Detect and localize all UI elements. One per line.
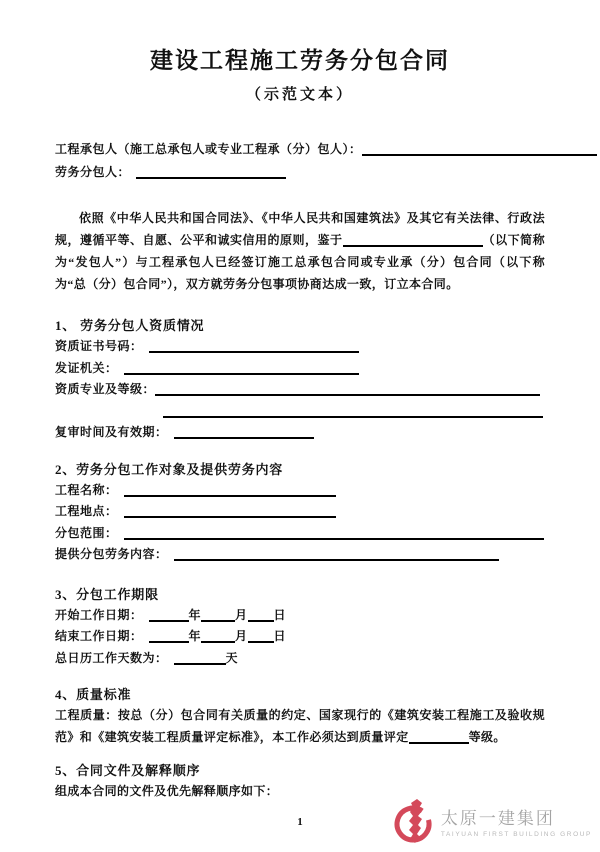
start-date-line xyxy=(55,605,545,627)
specialty-line xyxy=(55,379,545,401)
review-blank-field xyxy=(174,425,314,439)
quality-paragraph xyxy=(55,705,545,748)
section3-heading: 3、分包工作期限 xyxy=(55,586,159,602)
project-name-label: 工程名称： xyxy=(55,482,118,497)
project-location-label: 工程地点： xyxy=(55,504,118,518)
section-qualification xyxy=(55,316,545,444)
cert-no-blank-field xyxy=(149,339,359,353)
page-number: 1 xyxy=(297,816,303,828)
subcontractor-label: 劳务分包人： xyxy=(55,165,131,179)
section5-heading: 5、合同文件及解释顺序 xyxy=(55,763,201,778)
preamble-paragraph xyxy=(55,207,545,295)
company-logo-text xyxy=(441,804,592,838)
calendar-days-line xyxy=(55,648,545,670)
section-work-scope xyxy=(55,460,545,566)
day-unit: 日 xyxy=(273,607,287,622)
days-unit: 天 xyxy=(225,650,239,665)
document-subtitle: （示范文本） xyxy=(245,87,354,103)
specialty-line-2 xyxy=(55,401,545,423)
end-month-blank-field xyxy=(201,629,235,643)
company-name-cn: 太原一建集团 xyxy=(440,809,555,828)
labor-content-label: 提供分包劳务内容： xyxy=(55,547,168,561)
start-month-blank-field xyxy=(201,608,235,622)
cert-no-label: 资质证书号码： xyxy=(55,339,143,353)
calendar-days-blank-field xyxy=(174,651,226,665)
quality-text-2: 等级。 xyxy=(468,729,506,744)
project-location-blank-field xyxy=(124,504,336,518)
start-date-label: 开始工作日期： xyxy=(55,607,143,622)
scope-line xyxy=(55,523,545,545)
contractor-name-blank-field xyxy=(362,142,597,156)
month-unit: 月 xyxy=(235,607,248,622)
scope-label: 分包范围： xyxy=(55,525,118,540)
issuer-line xyxy=(55,358,545,380)
year-unit: 年 xyxy=(188,607,202,622)
labor-content-line xyxy=(55,544,545,566)
scope-blank-field xyxy=(124,526,544,540)
section-contract-documents xyxy=(55,761,545,803)
parties-block xyxy=(55,138,545,184)
project-location-line xyxy=(55,501,545,523)
section-quality xyxy=(55,685,545,748)
start-year-blank-field xyxy=(149,608,189,622)
section2-heading: 2、劳务分包工作对象及提供劳务内容 xyxy=(55,461,284,477)
company-logo-icon xyxy=(392,798,434,844)
end-date-line xyxy=(55,626,545,648)
project-name-line xyxy=(55,480,545,502)
employer-name-blank-field xyxy=(343,233,483,247)
day-unit: 日 xyxy=(273,629,287,643)
month-unit: 月 xyxy=(235,629,248,643)
company-name-en: TAIYUAN FIRST BUILDING GROUP xyxy=(440,831,592,838)
quality-grade-blank-field xyxy=(409,730,469,744)
subcontractor-line xyxy=(55,161,545,184)
specialty-label: 资质专业及等级： xyxy=(55,382,156,396)
labor-content-blank-field xyxy=(174,547,499,561)
end-day-blank-field xyxy=(248,629,274,643)
end-year-blank-field xyxy=(149,629,189,643)
contractor-line xyxy=(55,138,545,161)
start-day-blank-field xyxy=(248,608,274,622)
company-logo xyxy=(392,798,592,844)
review-line xyxy=(55,422,545,444)
year-unit: 年 xyxy=(188,629,202,643)
preamble-text-2: （以下简称为“发包人”）与工程承包人已经签订施工总承包合同或专业承（分）包合同（以下称为“总（分）包合同”），双方就劳务分包事项协商达成一致，订立本合同。 xyxy=(55,233,545,291)
contract-documents-text: 组成本合同的文件及优先解释顺序如下： xyxy=(55,784,279,798)
specialty-blank-field xyxy=(155,382,540,396)
section-duration xyxy=(55,585,545,670)
subcontractor-name-blank-field xyxy=(136,165,286,179)
project-name-blank-field xyxy=(124,483,336,497)
section1-heading: 1、 劳务分包人资质情况 xyxy=(55,318,205,333)
preamble-text-1: 依照《中华人民共和国合同法》、《中华人民共和国建筑法》及其它有关法律、行政法规，遵循平等、自愿、公平和诚实信用的原则，鉴于 xyxy=(55,211,545,247)
cert-no-line xyxy=(55,336,545,358)
issuer-blank-field xyxy=(124,361,359,375)
issuer-label: 发证机关： xyxy=(55,360,118,375)
contractor-label: 工程承包人（施工总承包人或专业工程承（分）包人）： xyxy=(55,142,362,156)
document-title: 建设工程施工劳务分包合同 xyxy=(150,48,450,73)
review-label: 复审时间及有效期： xyxy=(55,425,168,439)
end-date-label: 结束工作日期： xyxy=(55,629,143,643)
section4-heading: 4、质量标准 xyxy=(55,687,132,702)
specialty-blank-field-2 xyxy=(163,404,543,418)
quality-text-1: 工程质量：按总（分）包合同有关质量的约定、国家现行的《建筑安装工程施工及验收规范》和《建筑安装工程质量评定标准》，本工作必须达到质量评定 xyxy=(55,708,545,744)
calendar-days-label: 总日历工作天数为： xyxy=(55,650,168,665)
